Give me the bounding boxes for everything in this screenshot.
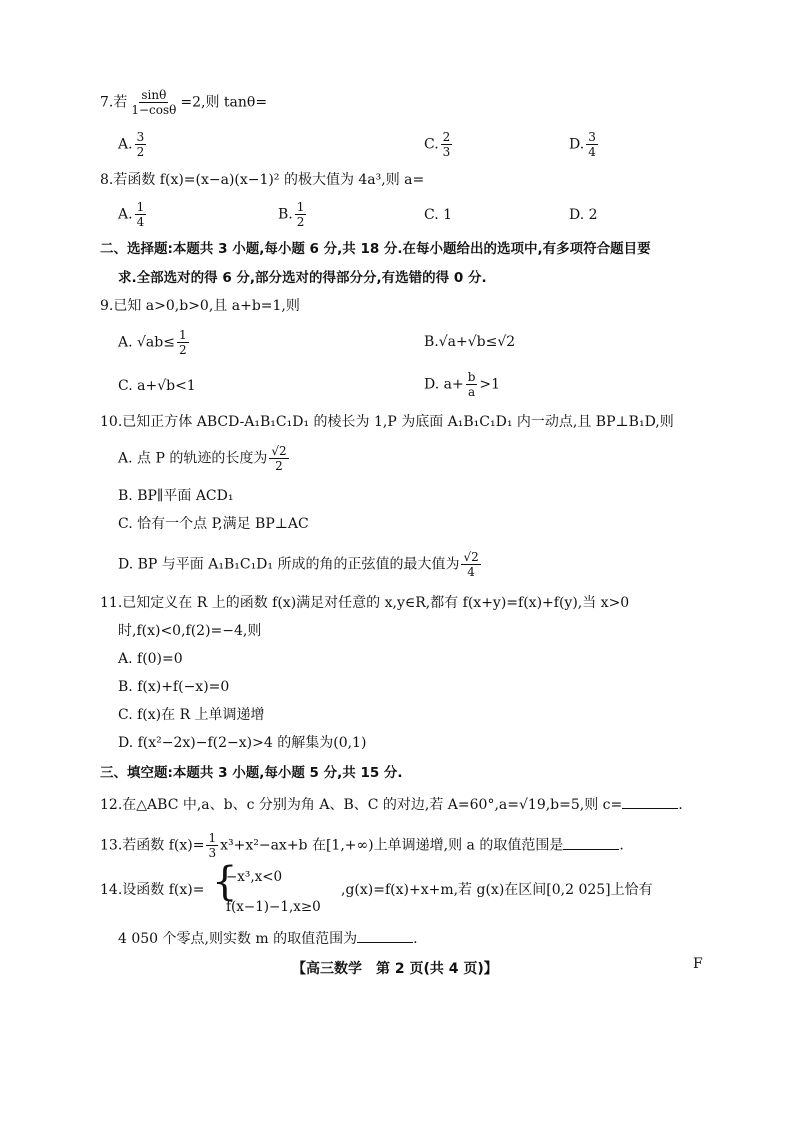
q9-stem: 9.已知 a>0,b>0,且 a+b=1,则 [100,298,300,314]
q11-option-d: D. f(x²−2x)−f(2−x)>4 的解集为(0,1) [118,735,367,751]
section3-heading: 三、填空题:本题共 3 小题,每小题 5 分,共 15 分. [100,765,403,781]
q13-answer-blank[interactable] [563,835,619,850]
q10-option-c: C. 恰有一个点 P,满足 BP⊥AC [118,516,309,532]
q11-option-b: B. f(x)+f(−x)=0 [118,679,230,695]
q10-option-a: A. 点 P 的轨迹的长度为 $\frac{√2}{2}$ [118,444,287,473]
q14-answer-blank[interactable] [357,928,413,943]
q13-stem: 13.若函数 f(x)= $\frac{1}{3}$ x³+x²−ax+b 在[1,+∞)上单调递增,则 a 的取值范围是 . [100,831,624,860]
q14-stem-cont: 4 050 个零点,则实数 m 的取值范围为 . [118,928,418,949]
q8-option-a: A. $\frac{1}{4}$ [118,200,145,229]
q8-option-d: D. 2 [569,207,598,223]
q10-option-b: B. BP∥平面 ACD₁ [118,488,234,504]
q7-option-c: C. $\frac{2}{3}$ [424,130,451,159]
q11-option-a: A. f(0)=0 [118,651,183,667]
q7-option-a: A. $\frac{3}{2}$ [118,130,145,159]
q11-option-c: C. f(x)在 R 上单调递增 [118,707,265,723]
q10-option-d: D. BP 与平面 A₁B₁C₁D₁ 所成的角的正弦值的最大值为 $\frac{√2}{4}$ [118,550,479,579]
q8-stem: 8.若函数 f(x)=(x−a)(x−1)² 的极大值为 4a³,则 a= [100,172,425,188]
page-footer: 【高三数学 第 2 页(共 4 页)】 [292,961,498,977]
piecewise-brace: { [212,859,238,905]
corner-mark: F [693,956,703,972]
q10-stem: 10.已知正方体 ABCD-A₁B₁C₁D₁ 的棱长为 1,P 为底面 A₁B₁C₁D₁ 内一动点,且 BP⊥B₁D,则 [100,414,674,430]
q7-stem: 7.若 $\frac{\sin\theta}{1-\cos\theta}$ =2,则 tanθ= [100,88,268,117]
q9-option-a: A. √ab≤ $\frac{1}{2}$ [118,328,187,357]
q11-stem-cont: 时,f(x)<0,f(2)=−4,则 [118,623,262,639]
q8-option-c: C. 1 [424,207,453,223]
q7-option-d: D. $\frac{3}{4}$ [569,130,596,159]
section2-heading: 二、选择题:本题共 3 小题,每小题 6 分,共 18 分.在每小题给出的选项中,有多项符合题目要 [100,241,651,257]
q11-stem: 11.已知定义在 R 上的函数 f(x)满足对任意的 x,y∈R,都有 f(x+y)=f(x)+f(y),当 x>0 [100,595,630,611]
q12-stem: 12.在△ABC 中,a、b、c 分别为角 A、B、C 的对边,若 A=60°,a=√19,b=5,则 c= . [100,794,683,815]
q9-option-d: D. a+ $\frac{b}{a}$ >1 [424,370,501,399]
q9-option-b: B.√a+√b≤√2 [424,334,516,350]
q14-case-1: −x³,x<0 [226,869,283,885]
q14-case-2: f(x−1)−1,x≥0 [226,899,321,915]
q9-option-c: C. a+√b<1 [118,378,196,394]
q8-option-b: B. $\frac{1}{2}$ [278,200,305,229]
q14-stem-prefix: 14.设函数 f(x)= [100,882,205,898]
section2-heading-cont: 求.全部选对的得 6 分,部分选对的得部分分,有选错的得 0 分. [118,270,487,286]
q14-stem-suffix: ,g(x)=f(x)+x+m,若 g(x)在区间[0,2 025]上恰有 [341,882,653,898]
q12-answer-blank[interactable] [622,794,678,809]
